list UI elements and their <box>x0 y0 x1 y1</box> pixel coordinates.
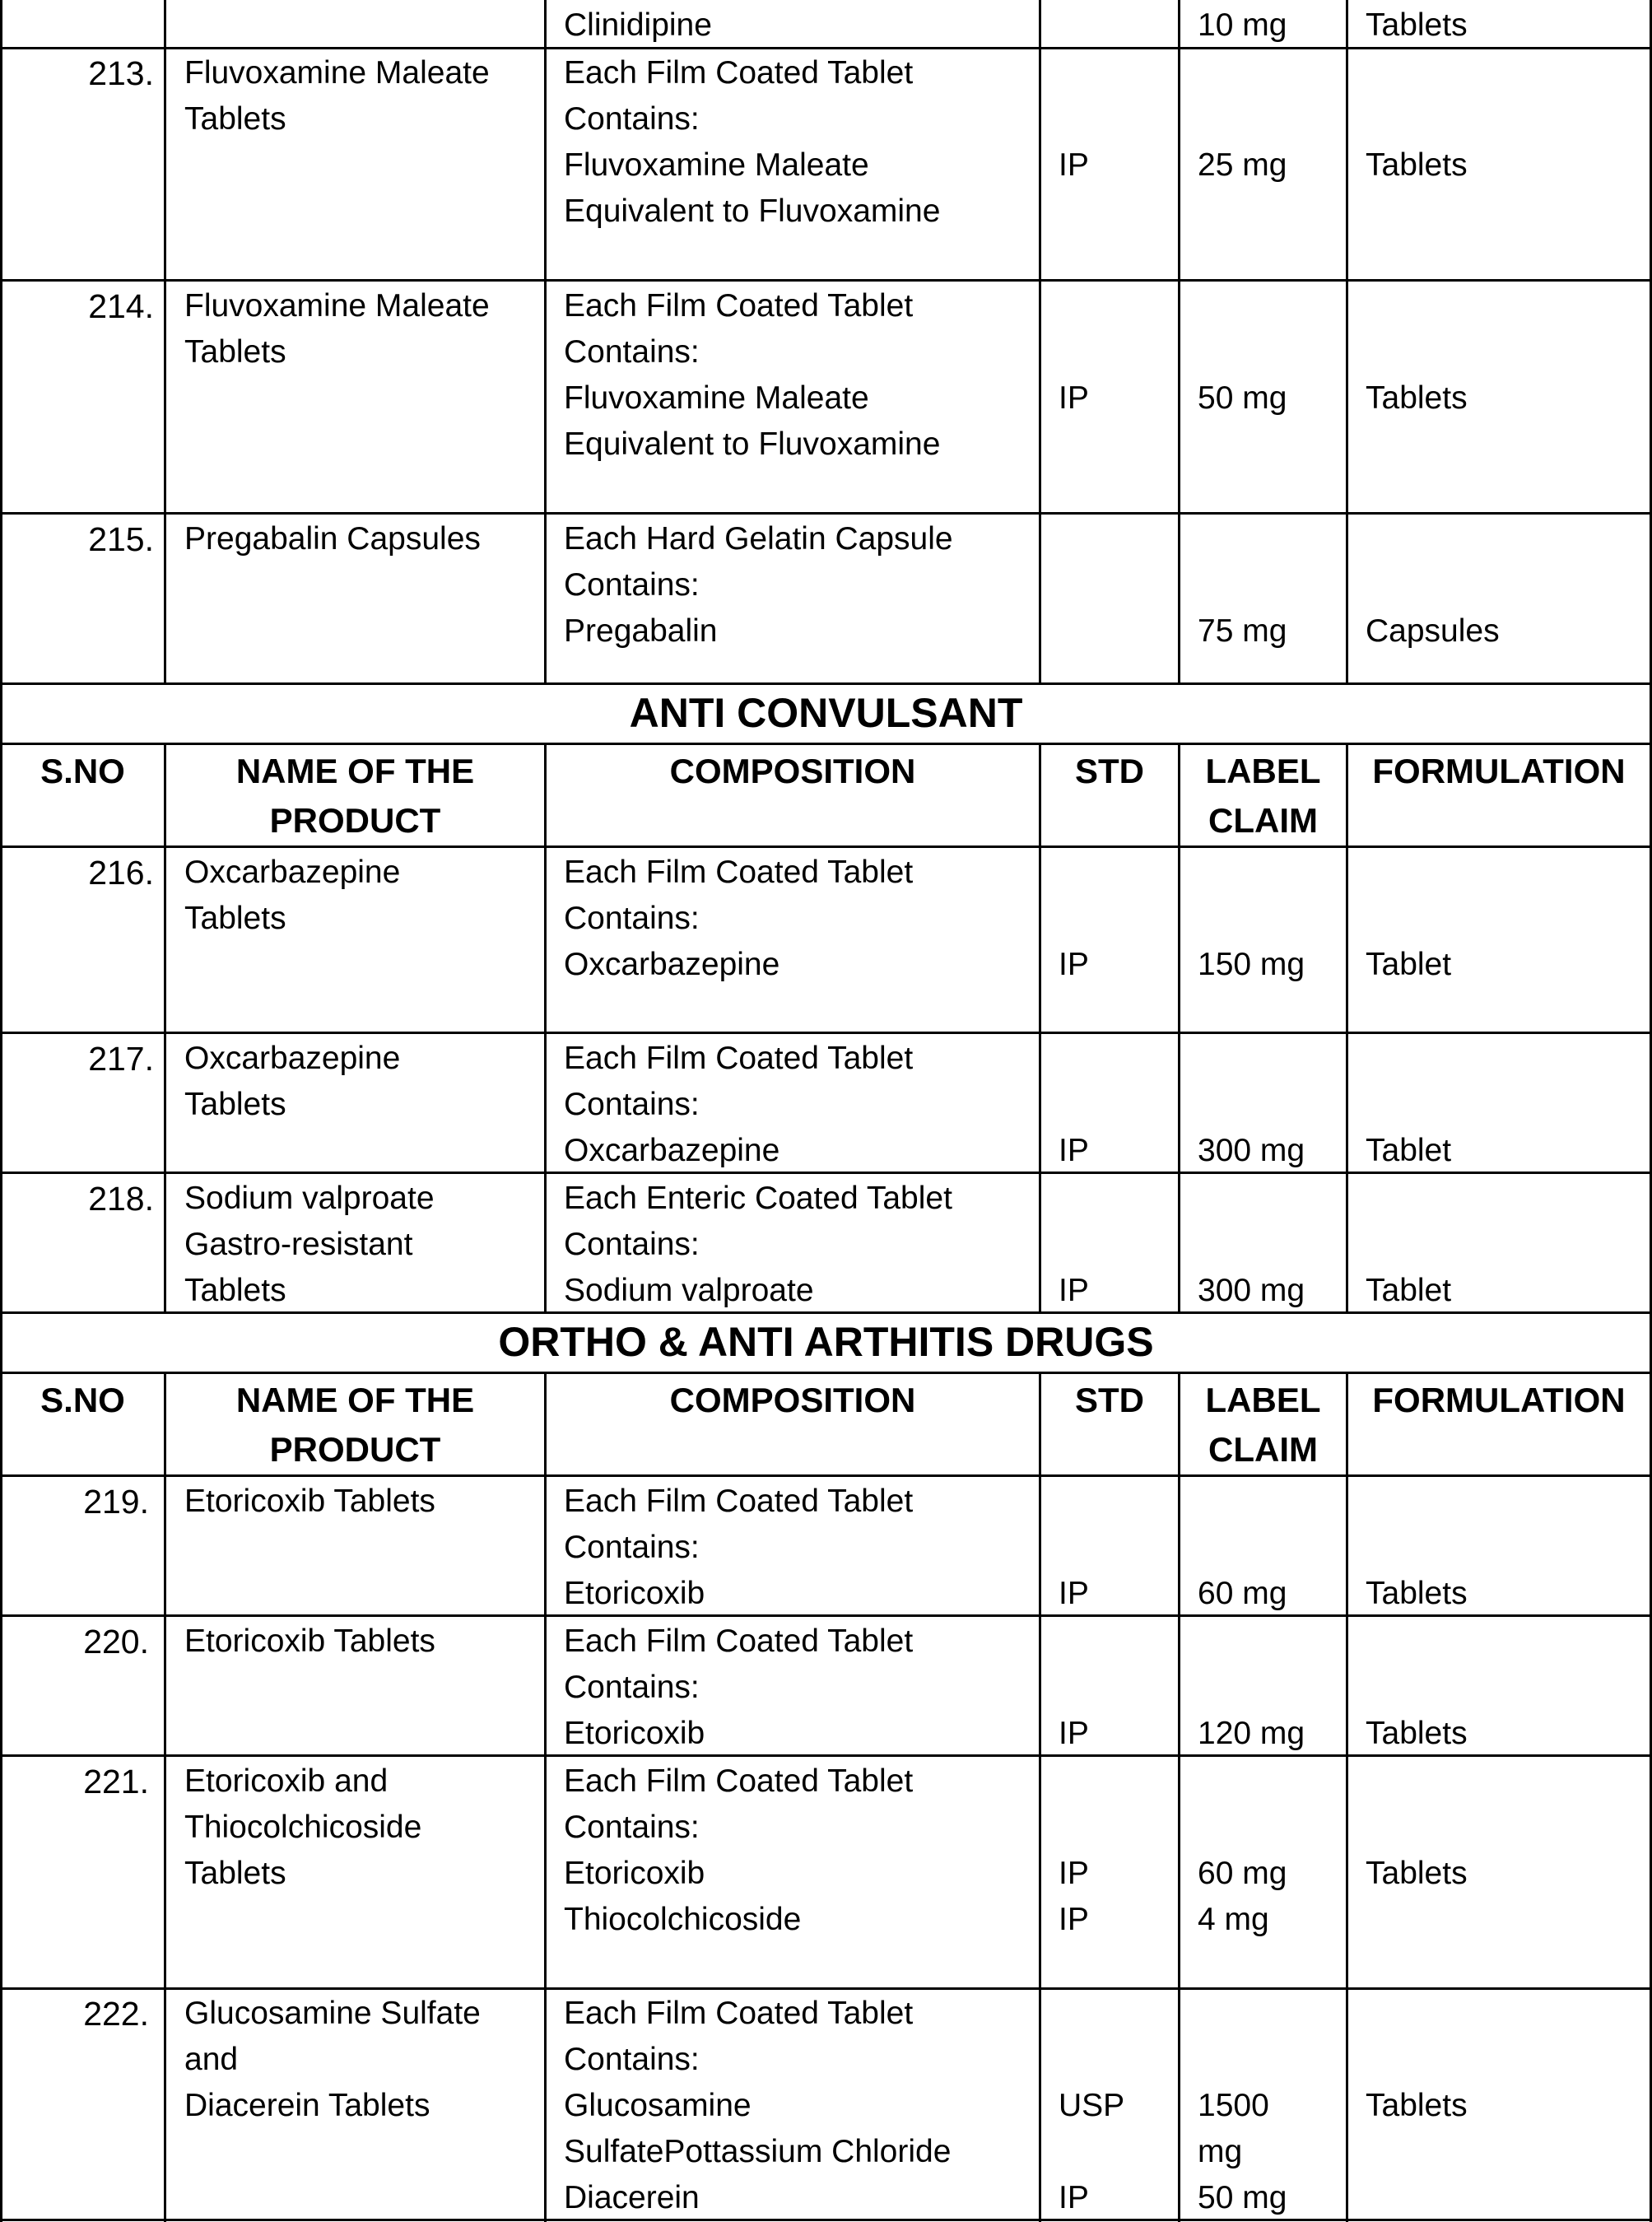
product-name: Diacerein Tablets <box>184 2088 430 2123</box>
composition-line: Pregabalin <box>564 613 718 649</box>
rule <box>1039 743 1041 1314</box>
header-label-claim: LABEL <box>1205 1381 1321 1419</box>
composition-line: Contains: <box>564 1530 700 1565</box>
label-claim: 120 mg <box>1198 1716 1305 1751</box>
composition-line: Etoricoxib <box>564 1576 705 1611</box>
product-name: Thiocolchicoside <box>184 1810 422 1845</box>
standard: IP <box>1059 1133 1089 1168</box>
composition-line: Each Film Coated Tablet <box>564 1996 914 2031</box>
header-formulation: FORMULATION <box>1372 752 1626 790</box>
header-label-claim: CLAIM <box>1208 801 1318 840</box>
composition-line: Each Film Coated Tablet <box>564 1041 914 1076</box>
composition-line: Contains: <box>564 101 700 137</box>
composition-line: Each Hard Gelatin Capsule <box>564 521 953 557</box>
header-std: STD <box>1075 1381 1144 1419</box>
composition-line: Glucosamine <box>564 2088 752 2123</box>
standard: IP <box>1059 1273 1089 1308</box>
rule <box>1346 1372 1348 2222</box>
composition-line: Each Enteric Coated Tablet <box>564 1181 952 1216</box>
standard: IP <box>1059 1716 1089 1751</box>
composition-line: Oxcarbazepine <box>564 947 780 982</box>
product-name: Glucosamine Sulfate <box>184 1996 481 2031</box>
composition-line: Oxcarbazepine <box>564 1133 780 1168</box>
header-sno: S.NO <box>40 1381 125 1419</box>
standard: IP <box>1059 380 1089 416</box>
rule <box>0 1372 2 2222</box>
formulation: Tablets <box>1366 2088 1468 2123</box>
rule <box>0 2219 1652 2221</box>
rule <box>0 682 1652 685</box>
product-name: Oxcarbazepine <box>184 855 401 890</box>
formulation: Tablets <box>1366 1576 1468 1611</box>
header-label-claim: LABEL <box>1205 752 1321 790</box>
rule <box>544 743 547 1314</box>
composition-line: Contains: <box>564 1087 700 1122</box>
composition-line: Contains: <box>564 334 700 370</box>
header-product-name: NAME OF THE <box>235 752 475 790</box>
rule <box>0 1474 1652 1477</box>
rule <box>544 1372 547 2222</box>
rule <box>0 1372 1652 1374</box>
product-name: Etoricoxib Tablets <box>184 1484 435 1519</box>
label-claim: 4 mg <box>1198 1902 1269 1937</box>
rule <box>1346 743 1348 1314</box>
composition-line: Equivalent to Fluvoxamine <box>564 426 941 462</box>
composition-line: Each Film Coated Tablet <box>564 288 914 324</box>
formulation: Capsules <box>1366 613 1500 649</box>
rule <box>1039 1372 1041 2222</box>
composition-line: Etoricoxib <box>564 1856 705 1891</box>
composition-line: Contains: <box>564 1670 700 1705</box>
serial-number: 220. <box>83 1623 149 1661</box>
standard: IP <box>1059 2180 1089 2215</box>
composition-line: Sodium valproate <box>564 1273 814 1308</box>
serial-number: 216. <box>88 854 154 892</box>
label-claim: 1500 <box>1198 2088 1269 2123</box>
composition-line: Contains: <box>564 1227 700 1262</box>
formulation: Tablets <box>1366 380 1468 416</box>
serial-number: 213. <box>88 54 154 92</box>
composition-line: Contains: <box>564 901 700 936</box>
composition-line: Fluvoxamine Maleate <box>564 147 869 183</box>
serial-number: 214. <box>88 287 154 325</box>
label-claim: 150 mg <box>1198 947 1305 982</box>
product-name: Tablets <box>184 1273 286 1308</box>
rule <box>0 743 2 1314</box>
composition-line: Each Film Coated Tablet <box>564 1623 914 1659</box>
serial-number: 219. <box>83 1483 149 1521</box>
label-claim: 300 mg <box>1198 1273 1305 1308</box>
rule <box>0 1032 1652 1034</box>
product-name: Tablets <box>184 1856 286 1891</box>
rule <box>0 1987 1652 1990</box>
composition-line: Fluvoxamine Maleate <box>564 380 869 416</box>
standard: USP <box>1059 2088 1125 2123</box>
product-name: Tablets <box>184 334 286 370</box>
serial-number: 222. <box>83 1995 149 2033</box>
product-name: Fluvoxamine Maleate <box>184 55 490 91</box>
rule <box>0 743 1652 745</box>
formulation: Tablets <box>1366 7 1468 43</box>
label-claim: 300 mg <box>1198 1133 1305 1168</box>
section-title: ANTI CONVULSANT <box>629 690 1023 736</box>
formulation: Tablet <box>1366 1133 1452 1168</box>
composition-line: Each Film Coated Tablet <box>564 55 914 91</box>
formulation: Tablet <box>1366 947 1452 982</box>
header-product-name: PRODUCT <box>269 1430 441 1469</box>
rule <box>1178 1372 1180 2222</box>
standard: IP <box>1059 1576 1089 1611</box>
standard: IP <box>1059 147 1089 183</box>
formulation: Tablet <box>1366 1273 1452 1308</box>
rule <box>1178 0 1180 684</box>
rule <box>1039 0 1041 684</box>
header-sno: S.NO <box>40 752 125 790</box>
composition-line: Diacerein <box>564 2180 700 2215</box>
serial-number: 221. <box>83 1763 149 1800</box>
rule <box>1346 0 1348 684</box>
product-name: Oxcarbazepine <box>184 1041 401 1076</box>
standard: IP <box>1059 1902 1089 1937</box>
product-name: Pregabalin Capsules <box>184 521 481 557</box>
rule <box>0 0 2 684</box>
standard: IP <box>1059 1856 1089 1891</box>
serial-number: 215. <box>88 520 154 558</box>
label-claim: 10 mg <box>1198 7 1287 43</box>
composition-line: Each Film Coated Tablet <box>564 1484 914 1519</box>
rule <box>164 1372 166 2222</box>
product-name: Tablets <box>184 1087 286 1122</box>
product-name: Tablets <box>184 101 286 137</box>
label-claim: 50 mg <box>1198 380 1287 416</box>
serial-number: 218. <box>88 1180 154 1218</box>
product-name: Tablets <box>184 901 286 936</box>
product-name: and <box>184 2042 239 2077</box>
composition-line: Clinidipine <box>564 7 712 43</box>
formulation: Tablets <box>1366 147 1468 183</box>
composition-line: Thiocolchicoside <box>564 1902 802 1937</box>
rule <box>0 279 1652 282</box>
standard: IP <box>1059 947 1089 982</box>
header-std: STD <box>1075 752 1144 790</box>
label-claim: mg <box>1198 2134 1243 2169</box>
composition-line: Contains: <box>564 1810 700 1845</box>
composition-line: Contains: <box>564 2042 700 2077</box>
label-claim: 25 mg <box>1198 147 1287 183</box>
product-name: Gastro-resistant <box>184 1227 413 1262</box>
rule <box>164 0 166 684</box>
rule <box>0 845 1652 848</box>
rule <box>544 0 547 684</box>
label-claim: 60 mg <box>1198 1576 1287 1611</box>
header-composition: COMPOSITION <box>669 1381 916 1419</box>
serial-number: 217. <box>88 1040 154 1078</box>
section-title: ORTHO & ANTI ARTHITIS DRUGS <box>498 1319 1154 1365</box>
composition-line: Equivalent to Fluvoxamine <box>564 193 941 229</box>
formulation: Tablets <box>1366 1716 1468 1751</box>
label-claim: 75 mg <box>1198 613 1287 649</box>
label-claim: 60 mg <box>1198 1856 1287 1891</box>
rule <box>0 512 1652 515</box>
composition-line: Etoricoxib <box>564 1716 705 1751</box>
formulation: Tablets <box>1366 1856 1468 1891</box>
header-product-name: NAME OF THE <box>235 1381 475 1419</box>
label-claim: 50 mg <box>1198 2180 1287 2215</box>
composition-line: Each Film Coated Tablet <box>564 1763 914 1799</box>
product-name: Etoricoxib Tablets <box>184 1623 435 1659</box>
product-name: Etoricoxib and <box>184 1763 389 1799</box>
composition-line: Each Film Coated Tablet <box>564 855 914 890</box>
composition-line: Contains: <box>564 567 700 603</box>
header-product-name: PRODUCT <box>269 801 441 840</box>
header-composition: COMPOSITION <box>669 752 916 790</box>
header-label-claim: CLAIM <box>1208 1430 1318 1469</box>
composition-line: SulfatePottassium Chloride <box>564 2134 952 2169</box>
product-name: Sodium valproate <box>184 1181 435 1216</box>
header-formulation: FORMULATION <box>1372 1381 1626 1419</box>
product-name: Fluvoxamine Maleate <box>184 288 490 324</box>
